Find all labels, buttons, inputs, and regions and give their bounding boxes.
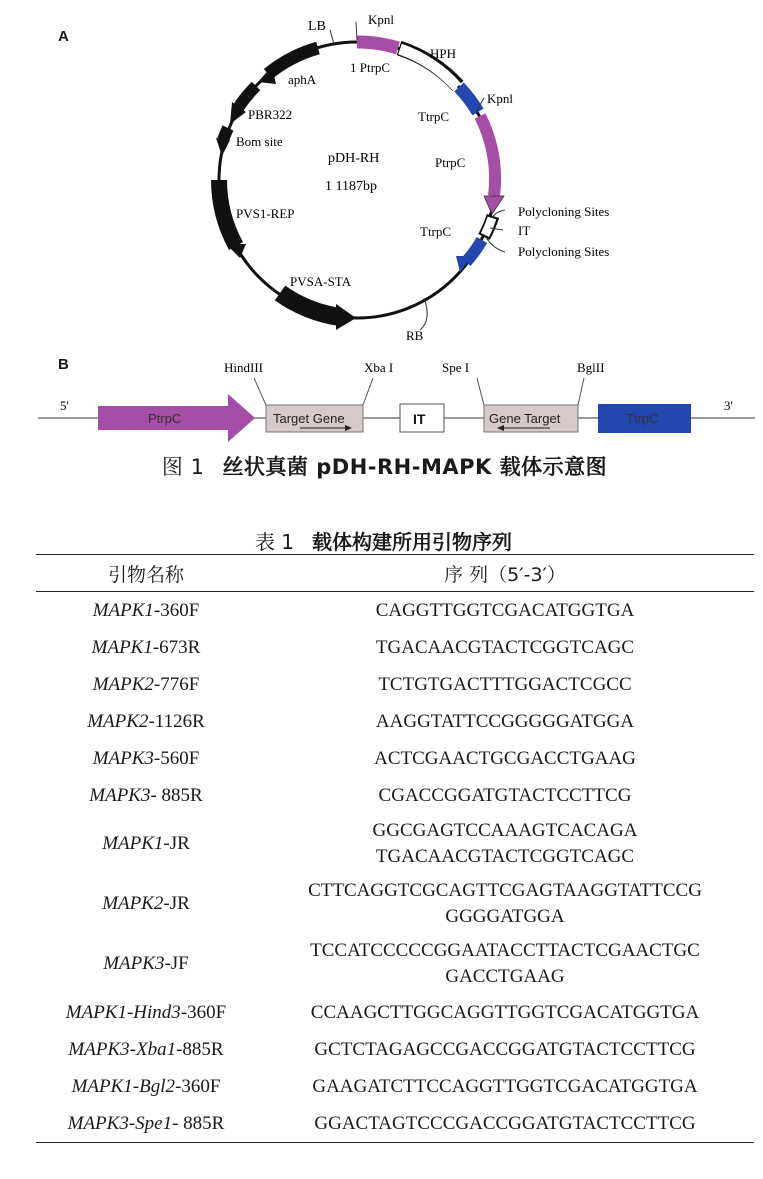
primer-gene: MAPK1 (102, 833, 164, 854)
primer-name-cell (36, 934, 256, 994)
label-kpn1-top: Kpnl (368, 12, 394, 27)
label-rb: RB (406, 328, 424, 343)
primer-sequence-cell (256, 592, 754, 630)
it-box-label: IT (413, 411, 426, 427)
primer-name-cell (36, 592, 256, 630)
table-row (36, 934, 754, 994)
label-pvs1: PVS1-REP (236, 206, 295, 221)
primer-suffix: - 885R (150, 784, 203, 806)
primer-sequence-line: GAAGATCTTCCAGGTTGGTCGACATGGTGA (312, 1075, 698, 1097)
primer-sequence-cell (256, 1105, 754, 1143)
primer-sequence-line: TGACAACGTACTCGGTCAGC (375, 636, 635, 658)
primer-sequence-line: GGGGATGGA (445, 906, 565, 927)
primer-name-cell (36, 629, 256, 666)
panel-b-label: B (58, 356, 69, 373)
table-row (36, 1105, 754, 1143)
figure-caption (0, 451, 763, 481)
primer-name-cell (36, 1068, 256, 1105)
primer-gene: MAPK3 (89, 784, 151, 806)
table-row (36, 814, 754, 874)
label-hph: HPH (430, 46, 457, 61)
primer-suffix: -885R (176, 1038, 224, 1060)
label-ttrpc-upper: TtrpC (418, 109, 450, 124)
primer-sequence-cell (256, 629, 754, 666)
primer-sequence-line: CGACCGGATGTACTCCTTCG (378, 784, 632, 806)
target-gene-label: Target Gene (273, 411, 345, 426)
primer-name-cell (36, 1031, 256, 1068)
primer-gene: MAPK3 (103, 953, 165, 974)
table-number: 表 1 (254, 530, 295, 554)
primer-gene: MAPK3 (92, 747, 154, 769)
primer-sequence-cell (256, 1068, 754, 1105)
pvs1-segment (219, 180, 236, 246)
label-polycloning-2: Polycloning Sites (518, 244, 610, 259)
label-kpn1-right: Kpnl (487, 91, 513, 106)
header-sequence: 序 列（5′-3′） (256, 555, 754, 592)
ptrpc-segment-right (480, 116, 495, 196)
label-pvsa: PVSA-STA (290, 274, 352, 289)
plasmid-name: pDH-RH (328, 151, 380, 166)
label-it: IT (518, 223, 531, 238)
label-pbr322: PBR322 (248, 107, 293, 122)
primer-sequence-cell (256, 1031, 754, 1068)
primer-sequence-cell (256, 994, 754, 1031)
label-1-ptrpc: 1 PtrpC (350, 60, 391, 75)
apha-segment (268, 48, 318, 74)
ptrpc-arrow-label: PtrpC (148, 411, 182, 426)
primer-name-cell (36, 703, 256, 740)
five-prime-label: 5' (60, 398, 69, 413)
label-bom: Bom site (236, 134, 283, 149)
primer-sequence-cell (256, 703, 754, 740)
primer-sequence-line: GGCGAGTCCAAAGTCACAGA (372, 820, 638, 841)
table-row (36, 592, 754, 630)
primer-sequence-line: ACTCGAACTGCGACCTGAAG (374, 747, 636, 769)
pvsa-segment (280, 293, 340, 317)
primer-sequence-line: GACCTGAAG (445, 966, 565, 987)
primer-suffix: -560F (153, 747, 200, 769)
primer-gene: MAPK1-Hind3 (65, 1001, 181, 1023)
primer-suffix: -776F (153, 673, 200, 695)
primer-sequence-line: TGACAACGTACTCGGTCAGC (375, 846, 635, 867)
panel-a-label: A (58, 28, 69, 45)
primer-name-cell (36, 814, 256, 874)
plasmid-map (0, 0, 763, 345)
primer-suffix: -360F (180, 1001, 227, 1023)
label-ttrpc-lower: TtrpC (420, 224, 452, 239)
primer-suffix: -JR (163, 893, 190, 914)
table-row (36, 629, 754, 666)
table-title (0, 526, 763, 555)
primer-gene: MAPK2 (87, 710, 149, 732)
primer-suffix: -360F (153, 599, 200, 621)
label-apha: aphA (288, 72, 317, 87)
table-row (36, 874, 754, 934)
primer-sequence-line: CTTCAGGTCGCAGTTCGAGTAAGGTATTCCG (308, 880, 702, 901)
primer-suffix: -1126R (148, 710, 205, 732)
primer-table (36, 554, 754, 1143)
label-ptrpc-right: PtrpC (435, 155, 466, 170)
plasmid-size: 1 1187bp (325, 179, 377, 194)
primer-sequence-line: GGACTAGTCCCGACCGGATGTACTCCTTCG (314, 1112, 696, 1134)
primer-suffix: -JF (164, 953, 189, 974)
table-row (36, 740, 754, 777)
primer-gene: MAPK3-Spe1 (67, 1112, 173, 1134)
primer-sequence-cell (256, 777, 754, 814)
ttrpc-box-label: TtrpC (626, 411, 659, 426)
primer-gene: MAPK2 (92, 673, 154, 695)
primer-suffix: -360F (175, 1075, 221, 1097)
table-title-text: 载体构建所用引物序列 (312, 530, 513, 554)
construct-diagram (0, 350, 763, 445)
three-prime-label: 3' (724, 398, 733, 413)
table-row (36, 994, 754, 1031)
xba-label: Xba I (364, 360, 394, 375)
table-row (36, 703, 754, 740)
primer-gene: MAPK2 (102, 893, 164, 914)
table-row (36, 777, 754, 814)
primer-suffix: -673R (152, 636, 201, 658)
primer-sequence-cell (256, 666, 754, 703)
primer-gene: MAPK1 (91, 636, 153, 658)
primer-sequence-line: CAGGTTGGTCGACATGGTGA (375, 599, 635, 621)
header-primer-name: 引物名称 (36, 555, 256, 592)
primer-suffix: -JR (163, 833, 190, 854)
table-row (36, 666, 754, 703)
label-polycloning-1: Polycloning Sites (518, 204, 610, 219)
label-lb: LB (308, 19, 326, 34)
primer-suffix: - 885R (172, 1112, 225, 1134)
gene-target-label: Gene Target (489, 411, 561, 426)
primer-gene: MAPK1-Bgl2 (71, 1075, 176, 1097)
primer-name-cell (36, 740, 256, 777)
ttrpc-segment-upper (459, 87, 478, 112)
primer-sequence-line: GCTCTAGAGCCGACCGGATGTACTCCTTCG (314, 1038, 696, 1060)
ptrpc-segment-top (357, 42, 398, 48)
primer-sequence-cell (256, 934, 754, 994)
figure-number: 图 1 (161, 455, 205, 479)
primer-sequence-cell (256, 874, 754, 934)
primer-name-cell (36, 1105, 256, 1143)
primer-sequence-line: CCAAGCTTGGCAGGTTGGTCGACATGGTGA (310, 1001, 700, 1023)
primer-gene: MAPK1 (92, 599, 154, 621)
figure-caption-text: 丝状真菌 pDH-RH-MAPK 载体示意图 (222, 455, 608, 479)
spe-label: Spe I (442, 360, 470, 375)
primer-sequence-line: AAGGTATTCCGGGGGATGGA (375, 710, 635, 732)
hind-label: HindIII (224, 360, 263, 375)
table-row (36, 1068, 754, 1105)
primer-name-cell (36, 777, 256, 814)
pbr322-segment (238, 86, 256, 108)
primer-gene: MAPK3-Xba1 (68, 1038, 177, 1060)
table-row (36, 1031, 754, 1068)
primer-sequence-line: TCTGTGACTTTGGACTCGCC (378, 673, 632, 695)
primer-name-cell (36, 994, 256, 1031)
primer-sequence-cell (256, 740, 754, 777)
bom-segment (223, 128, 228, 140)
primer-sequence-cell (256, 814, 754, 874)
bgl-label: BglII (577, 360, 605, 375)
primer-sequence-line: TCCATCCCCCGGAATACCTTACTCGAACTGC (310, 940, 700, 961)
primer-name-cell (36, 874, 256, 934)
primer-name-cell (36, 666, 256, 703)
